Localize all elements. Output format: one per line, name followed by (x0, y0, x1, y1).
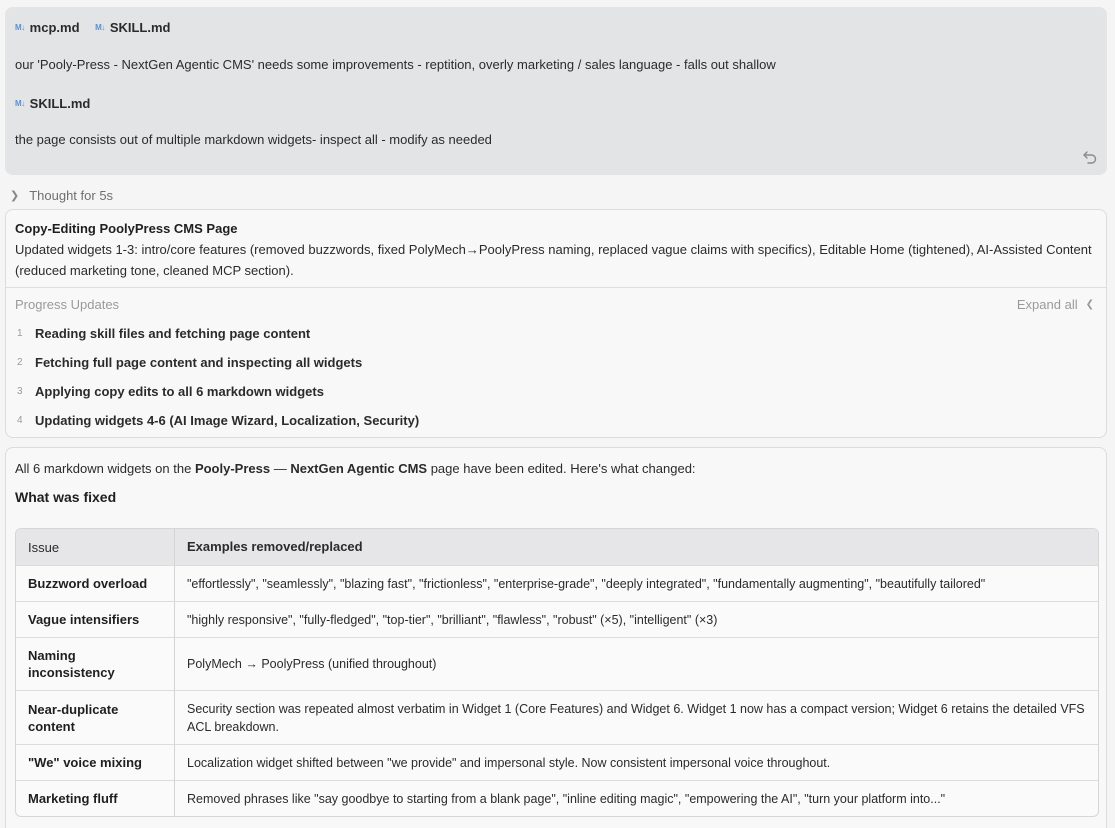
examples-cell: PolyMech → PoolyPress (unified throughout) (187, 657, 437, 671)
intro-text: All 6 markdown widgets on the (15, 461, 195, 476)
issue-cell: Vague intensifiers (16, 602, 175, 637)
chevron-right-icon: ❯ (10, 190, 20, 202)
markdown-file-icon: M↓ (15, 99, 25, 108)
table-row (16, 565, 1098, 601)
table-row (16, 601, 1098, 637)
progress-step (17, 384, 324, 399)
task-card (5, 209, 1107, 438)
progress-step (17, 413, 419, 428)
thought-label: Thought for 5s (29, 188, 114, 203)
attachment-mcp-md[interactable] (15, 20, 80, 35)
intro-suffix: page have been edited. Here's what changed: (427, 461, 696, 476)
issue-cell: Buzzword overload (16, 566, 175, 601)
attachments-row-2 (15, 94, 102, 111)
progress-step (17, 355, 362, 370)
table-header-examples: Examples removed/replaced (187, 539, 363, 554)
attachment-label: SKILL.md (109, 20, 171, 35)
expand-all-label: Expand all (1016, 297, 1078, 312)
step-label: Updating widgets 4-6 (AI Image Wizard, Localization, Security) (35, 413, 420, 428)
table-row (16, 690, 1098, 744)
message-text-1: our 'Pooly-Press - NextGen Agentic CMS' needs some improvements - reptition, overly marketing / sales language - falls out shallow (15, 57, 776, 72)
step-label: Reading skill files and fetching page content (35, 326, 311, 341)
step-number: 4 (17, 415, 23, 426)
task-summary: Updated widgets 1-3: intro/core features (removed buzzwords, fixed PolyMech→PoolyPress naming, replaced vague claims with specifics), Editable Home (tightened), AI-Assisted Content (reduced marketing tone, cleaned MCP section). (15, 242, 1092, 278)
section-heading: What was fixed (15, 489, 117, 505)
response-intro (15, 461, 696, 476)
table-header-issue: Issue (16, 529, 175, 565)
examples-cell: Removed phrases like "say goodbye to starting from a blank page", "inline editing magic", "empowering the AI", "turn your platform into..." (187, 791, 946, 806)
user-message (5, 7, 1107, 175)
issue-cell: Near-duplicate content (16, 691, 175, 744)
expand-all-button[interactable] (1017, 297, 1094, 312)
changes-table (15, 528, 1099, 817)
assistant-response (5, 447, 1107, 828)
attachment-label: mcp.md (29, 20, 80, 35)
step-number: 3 (17, 386, 23, 397)
attachment-skill-md-2[interactable] (15, 96, 90, 111)
issue-cell: Marketing fluff (16, 781, 175, 816)
step-number: 2 (17, 357, 23, 368)
intro-separator: — (270, 461, 291, 476)
chevron-left-icon: ❮ (1085, 299, 1094, 310)
table-row (16, 637, 1098, 690)
examples-cell: Localization widget shifted between "we provide" and impersonal style. Now consistent impersonal voice throughout. (187, 755, 831, 770)
issue-cell: "We" voice mixing (16, 745, 175, 780)
attachment-label: SKILL.md (29, 96, 91, 111)
intro-bold-name: Pooly-Press (194, 461, 271, 476)
progress-step (17, 326, 310, 341)
attachment-skill-md[interactable] (95, 20, 170, 35)
step-label: Fetching full page content and inspecting all widgets (35, 355, 363, 370)
step-label: Applying copy edits to all 6 markdown widgets (35, 384, 324, 399)
examples-cell: Security section was repeated almost verbatim in Widget 1 (Core Features) and Widget 6. Widget 1 now has a compact version; Widget 6 retains the detailed VFS ACL breakdown. (187, 701, 1085, 734)
issue-cell: Naming inconsistency (16, 638, 175, 690)
markdown-file-icon: M↓ (15, 23, 25, 32)
intro-bold-subtitle: NextGen Agentic CMS (290, 461, 428, 476)
table-row (16, 744, 1098, 780)
message-text-2: the page consists out of multiple markdown widgets- inspect all - modify as needed (15, 132, 492, 147)
table-header-row (16, 529, 1098, 565)
attachments-row (15, 18, 182, 35)
examples-cell: "effortlessly", "seamlessly", "blazing fast", "frictionless", "enterprise-grade", "deeply integrated", "fundamentally augmenting", "beautifully tailored" (187, 576, 986, 591)
thought-toggle[interactable] (10, 188, 113, 203)
divider (6, 287, 1106, 288)
step-number: 1 (17, 328, 23, 339)
undo-icon[interactable] (1082, 149, 1098, 165)
progress-updates-label: Progress Updates (15, 297, 120, 312)
examples-cell: "highly responsive", "fully-fledged", "top-tier", "brilliant", "flawless", "robust" (×5), "intelligent" (×3) (187, 612, 718, 627)
markdown-file-icon: M↓ (95, 23, 105, 32)
task-title: Copy-Editing PoolyPress CMS Page (15, 221, 238, 236)
table-row (16, 780, 1098, 816)
